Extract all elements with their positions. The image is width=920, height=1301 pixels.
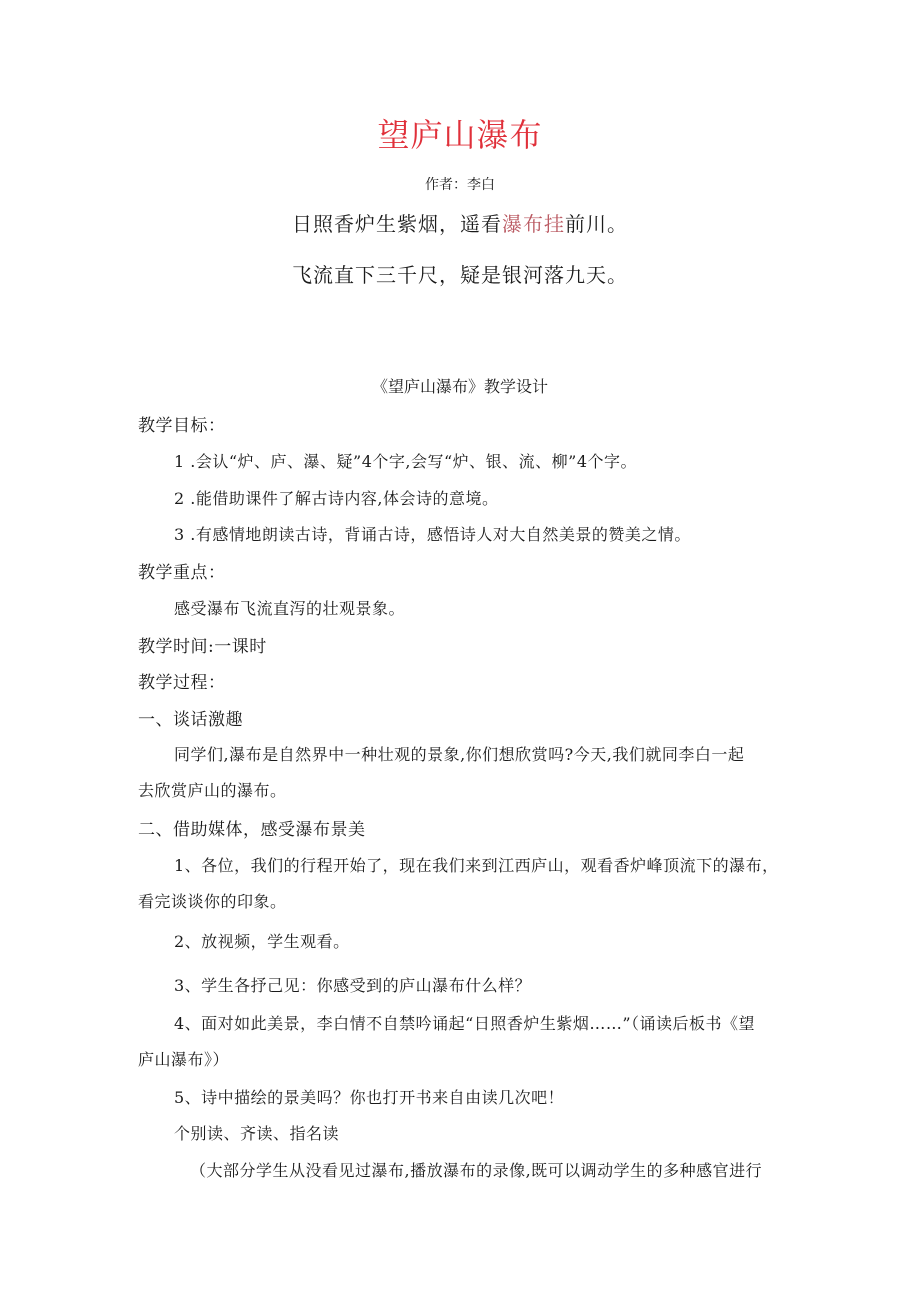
section-2-step-5: 5、诗中描绘的景美吗？你也打开书来自由读几次吧！ [174,1088,565,1107]
section-2-read-modes: 个别读、齐读、指名读 [174,1124,340,1143]
goal-item-1: 1 .会认“炉、庐、瀑、疑”4个字,会写“炉、银、流、柳”4个字。 [174,452,638,471]
time-line: 教学时间:一课时 [138,637,267,657]
poem-line-1 [0,208,920,237]
lesson-plan-title: 《望庐山瀑布》教学设计 [371,377,548,396]
poem-line-1-highlight: 瀑布挂 [502,212,565,236]
section-2-step-4-line-1: 4、面对如此美景，李白情不自禁吟诵起“日照香炉生紫烟……”（诵读后板书《望 [174,1014,756,1033]
document-title: 望庐山瀑布 [377,116,543,154]
goal-item-2: 2 .能借助课件了解古诗内容,体会诗的意境。 [174,489,499,508]
section-1-heading: 一、谈话激趣 [138,710,243,730]
section-1-line-2: 去欣赏庐山的瀑布。 [138,781,287,800]
goals-heading: 教学目标： [138,416,226,436]
section-2-step-4-line-2: 庐山瀑布》） [138,1050,230,1069]
section-2-step-1-line-2: 看完谈谈你的印象。 [138,892,287,911]
section-2-step-2: 2、放视频，学生观看。 [174,932,350,951]
poem-line-1-text-a: 日照香炉生紫烟，遥看 [292,212,502,236]
section-2-note: （大部分学生从没看见过瀑布,播放瀑布的录像,既可以调动学生的多种感官进行 [190,1161,763,1180]
section-2-heading: 二、借助媒体，感受瀑布景美 [138,820,366,840]
process-heading: 教学过程： [138,673,226,693]
section-2-step-1-line-1: 1、各位，我们的行程开始了，现在我们来到江西庐山，观看香炉峰顶流下的瀑布， [174,856,779,875]
section-1-line-1: 同学们,瀑布是自然界中一种壮观的景象,你们想欣赏吗?今天,我们就同李白一起 [174,745,745,764]
author-line: 作者：李白 [425,177,495,193]
focus-text: 感受瀑布飞流直泻的壮观景象。 [174,599,406,618]
section-2-step-3: 3、学生各抒己见：你感受到的庐山瀑布什么样？ [174,976,532,995]
goal-item-3: 3 .有感情地朗读古诗，背诵古诗，感悟诗人对大自然美景的赞美之情。 [174,525,691,544]
poem-line-2: 飞流直下三千尺，疑是银河落九天。 [292,263,628,287]
focus-heading: 教学重点： [138,563,226,583]
poem-line-1-text-b: 前川。 [565,212,628,236]
